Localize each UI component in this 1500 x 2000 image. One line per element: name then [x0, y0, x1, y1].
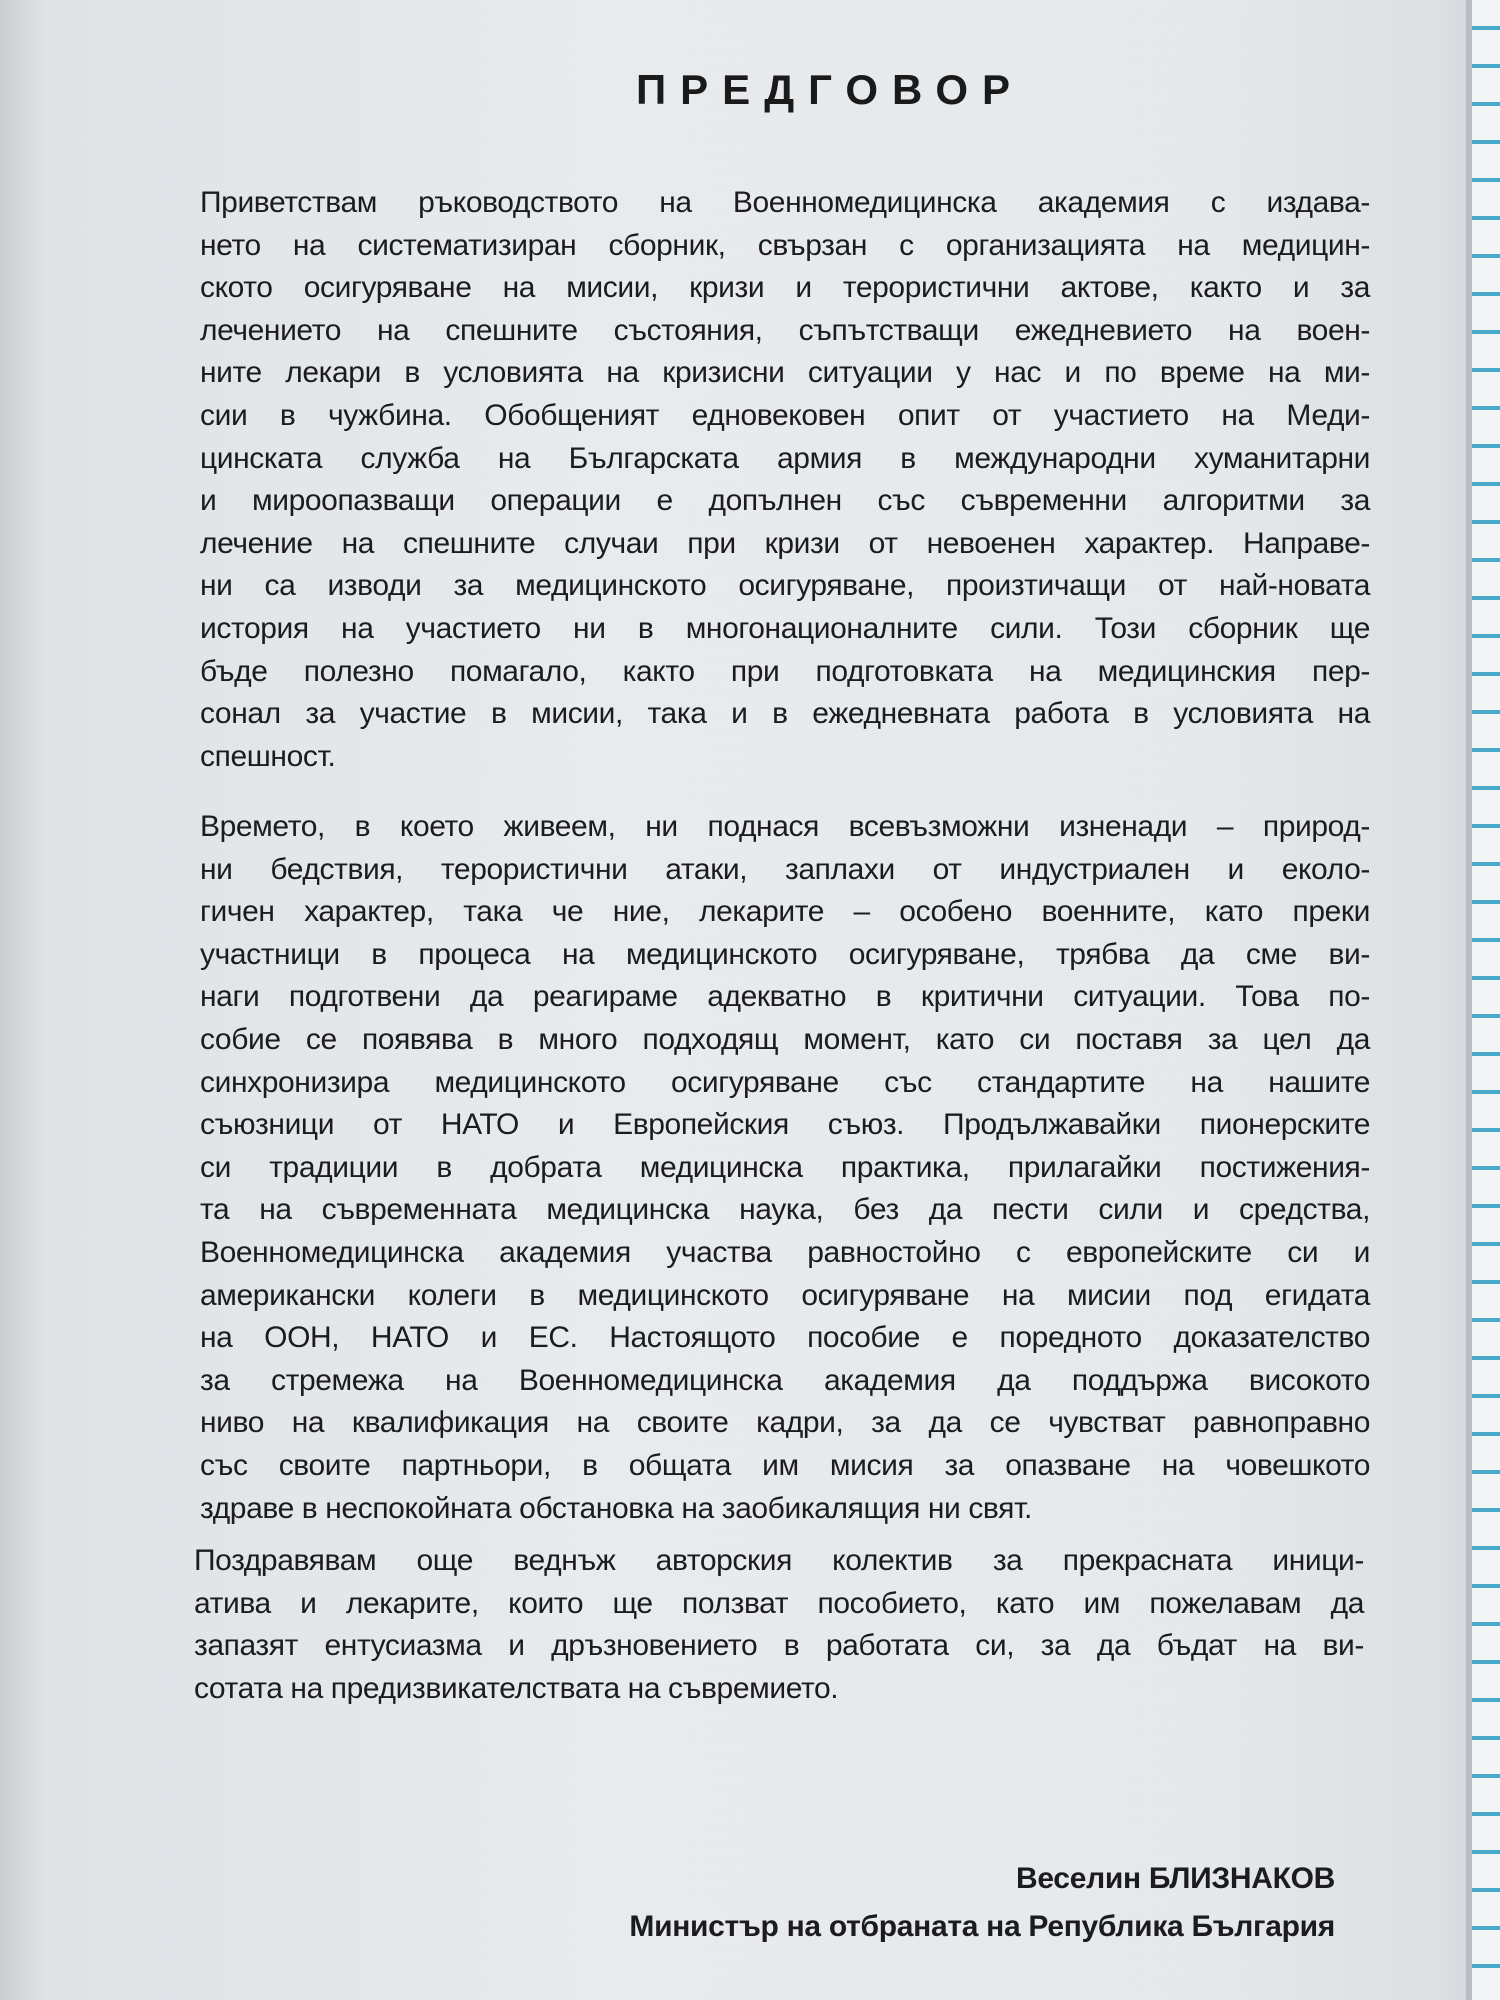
text-line: участници в процеса на медицинското осигуряване, трябва да сме ви- [200, 937, 1370, 971]
text-line: за стремежа на Военномедицинска академия да поддържа високото [200, 1363, 1370, 1397]
text-line: ни са изводи за медицинското осигуряване, произтичащи от най-новата [200, 569, 1370, 603]
text-line: ни бедствия, терористични атаки, заплахи от индустриален и еколо- [200, 852, 1370, 886]
text-line: лечение на спешните случаи при кризи от невоенен характер. Направе- [200, 526, 1370, 560]
text-line: ниво на квалификация на своите кадри, за да се чувстват равноправно [200, 1406, 1370, 1440]
notebook-spiral-edge [1472, 0, 1500, 2000]
text-line: здраве в неспокойната обстановка на заобикалящия ни свят. [200, 1491, 1032, 1525]
text-line: наги подготвени да реагираме адекватно в критични ситуации. Това по- [200, 980, 1370, 1014]
text-line: собие се появява в много подходящ момент, като си поставя за цел да [200, 1022, 1370, 1056]
text-line: сии в чужбина. Обобщеният едновековен опит от участието на Меди- [200, 398, 1370, 432]
text-line: запазят ентусиазма и дръзновението в работата си, за да бъдат на ви- [194, 1629, 1364, 1663]
text-line: ните лекари в условията на кризисни ситуации у нас и по време на ми- [200, 356, 1370, 390]
text-line: цинската служба на Българската армия в международни хуманитарни [200, 441, 1370, 475]
text-line: и мироопазващи операции е допълнен със съвременни алгоритми за [200, 484, 1370, 518]
text-line: бъде полезно помагало, както при подготовката на медицинския пер- [200, 654, 1370, 688]
paragraph-2 [200, 806, 1370, 1530]
text-line: лечението на спешните състояния, съпътстващи ежедневието на воен- [200, 313, 1370, 347]
signature-role: Министър на отбраната на Република България [629, 1910, 1335, 1943]
text-line: ското осигуряване на мисии, кризи и терористични актове, както и за [200, 271, 1370, 305]
page-title: ПРЕДГОВОР [635, 66, 1025, 113]
text-line: Поздравявам още веднъж авторския колектив за прекрасната иници- [194, 1544, 1364, 1577]
text-line: американски колеги в медицинското осигуряване на мисии под егидата [200, 1278, 1370, 1312]
text-line: гичен характер, така че ние, лекарите – особено военните, като преки [200, 895, 1370, 929]
paragraph-1 [200, 182, 1370, 778]
text-line: сонал за участие в мисии, така и в ежедневната работа в условията на [200, 697, 1370, 731]
text-line: нето на систематизиран сборник, свързан с организацията на медицин- [200, 228, 1370, 262]
text-line: Приветствам ръководството на Военномедицинска академия с издава- [200, 186, 1370, 219]
text-line: синхронизира медицинското осигуряване със стандартите на нашите [200, 1065, 1370, 1099]
text-line: Времето, в което живеем, ни поднася всевъзможни изненади – природ- [200, 810, 1370, 843]
text-line: със своите партньори, в общата им мисия за опазване на човешкото [200, 1448, 1370, 1482]
paragraph-3 [194, 1540, 1364, 1710]
text-line: та на съвременната медицинска наука, без да пести сили и средства, [200, 1193, 1370, 1227]
text-line: атива и лекарите, които ще ползват пособието, като им пожелавам да [194, 1586, 1364, 1620]
text-line: история на участието ни в многонационалните сили. Този сборник ще [200, 611, 1370, 645]
text-line: спешност. [200, 739, 336, 773]
text-line: на ООН, НАТО и ЕС. Настоящото пособие е поредното доказателство [200, 1321, 1370, 1355]
text-line: Военномедицинска академия участва равностойно с европейските си и [200, 1235, 1370, 1269]
text-line: си традиции в добрата медицинска практика, прилагайки постижения- [200, 1150, 1370, 1184]
text-line: сотата на предизвикателствата на съвремието. [194, 1671, 839, 1705]
signature-name: Веселин БЛИЗНАКОВ [1015, 1862, 1335, 1895]
text-line: съюзници от НАТО и Европейския съюз. Продължавайки пионерските [200, 1108, 1370, 1142]
